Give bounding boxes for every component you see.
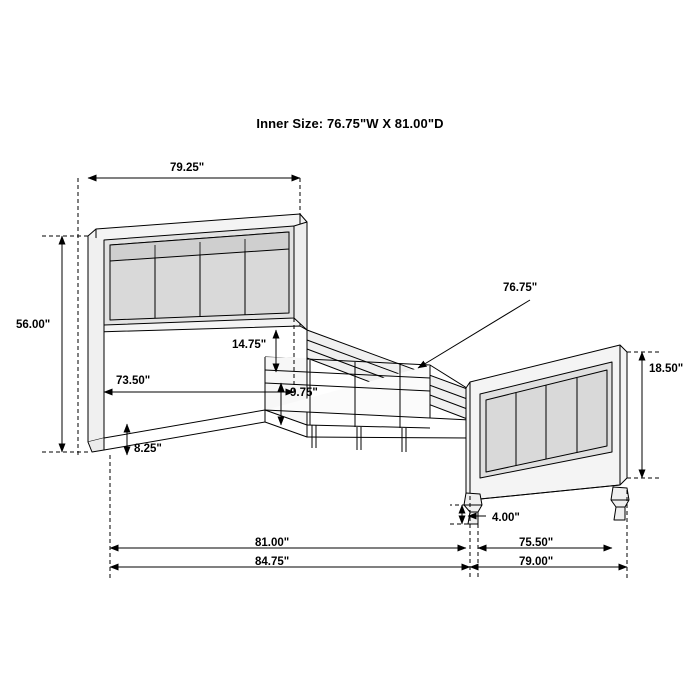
dim-footboard-inner-width: 75.50" — [519, 537, 554, 549]
headboard — [88, 214, 307, 452]
page-title: Inner Size: 76.75"W X 81.00"D — [256, 116, 444, 131]
dim-headboard-height: 56.00" — [16, 319, 51, 331]
dim-footboard-outer-width: 79.00" — [519, 556, 554, 568]
dim-headboard-post-height: 14.75" — [232, 339, 267, 351]
dim-headboard-panel-width: 73.50" — [116, 375, 151, 387]
dim-footboard-height: 18.50" — [649, 363, 684, 375]
dim-rail-height: 9.75" — [290, 387, 318, 399]
dim-clearance-height: 8.25" — [134, 443, 162, 455]
footboard — [464, 345, 629, 524]
dim-inner-depth: 81.00" — [255, 537, 290, 549]
dim-outer-depth: 84.75" — [255, 556, 290, 568]
dim-foot-leg-height: 4.00" — [492, 512, 520, 524]
dim-headboard-width: 79.25" — [170, 162, 205, 174]
leader-76-75 — [418, 300, 530, 368]
bed-illustration — [88, 214, 629, 524]
dim-inner-width-callout: 76.75" — [503, 282, 538, 294]
